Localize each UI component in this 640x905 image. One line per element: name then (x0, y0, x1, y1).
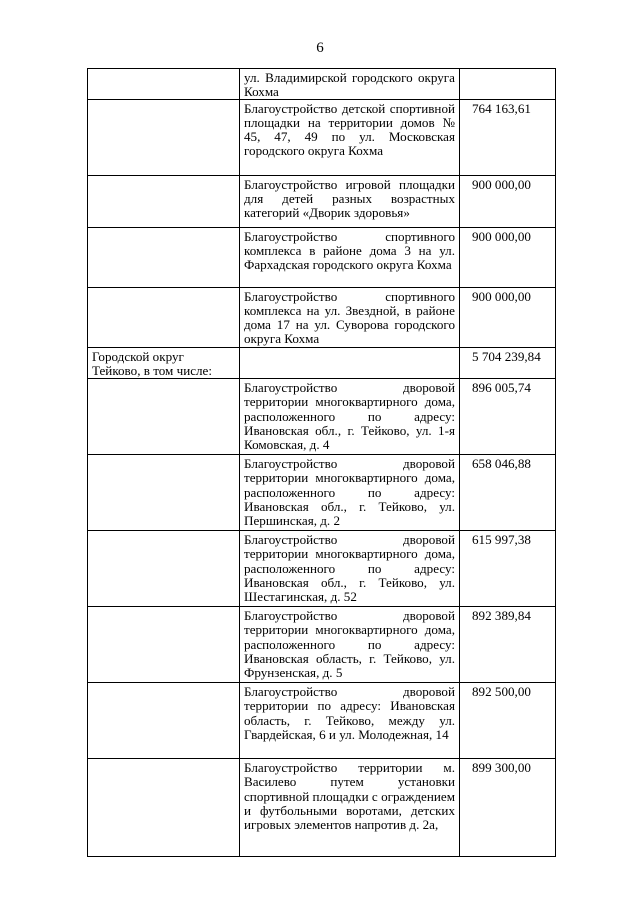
table-row (88, 607, 556, 683)
amount-cell: 896 005,74 (460, 379, 556, 455)
description-cell: Благоустройство спортивного комплекса в районе дома 3 на ул. Фархадская городского округа Кохма (240, 228, 460, 288)
table-row (88, 176, 556, 228)
amount-cell: 615 997,38 (460, 531, 556, 607)
description-cell (240, 348, 460, 379)
description-cell: Благоустройство дворовой территории многоквартирного дома, расположенного по адресу: Ивановская обл., г. Тейково, ул. Шестагинская, д. 52 (240, 531, 460, 607)
table-row (88, 683, 556, 759)
table-row (88, 348, 556, 379)
municipality-cell (88, 683, 240, 759)
amount-cell: 900 000,00 (460, 228, 556, 288)
description-cell: Благоустройство дворовой территории многоквартирного дома, расположенного по адресу: Ивановская обл., г. Тейково, ул. 1-я Комовская, д. 4 (240, 379, 460, 455)
table-row (88, 288, 556, 348)
municipality-cell (88, 288, 240, 348)
municipality-cell (88, 759, 240, 857)
table-row (88, 455, 556, 531)
amount-cell: 900 000,00 (460, 176, 556, 228)
amount-cell: 892 389,84 (460, 607, 556, 683)
municipality-cell (88, 100, 240, 176)
municipality-cell (88, 228, 240, 288)
description-cell: ул. Владимирской городского округа Кохма (240, 69, 460, 100)
amount-cell: 892 500,00 (460, 683, 556, 759)
amount-cell (460, 69, 556, 100)
page-number: 6 (316, 40, 324, 56)
description-cell: Благоустройство территории м. Василево путем установки спортивной площадки с ограждением и футбольными воротами, детских игровых элементов напротив д. 2а, (240, 759, 460, 857)
description-cell: Благоустройство детской спортивной площадки на территории домов № 45, 47, 49 по ул. Московская городского округа Кохма (240, 100, 460, 176)
description-cell: Благоустройство спортивного комплекса на ул. Звездной, в районе дома 17 на ул. Суворова городского округа Кохма (240, 288, 460, 348)
description-cell: Благоустройство дворовой территории многоквартирного дома, расположенного по адресу: Ивановская обл., г. Тейково, ул. Першинская, д. 2 (240, 455, 460, 531)
municipality-cell (88, 607, 240, 683)
amount-cell: 658 046,88 (460, 455, 556, 531)
amount-cell: 764 163,61 (460, 100, 556, 176)
table-row (88, 69, 556, 100)
municipality-cell: Городской округ Тейково, в том числе: (88, 348, 240, 379)
description-cell: Благоустройство игровой площадки для детей разных возрастных категорий «Дворик здоровья» (240, 176, 460, 228)
municipality-cell (88, 379, 240, 455)
municipality-cell (88, 531, 240, 607)
table-row (88, 531, 556, 607)
table-row (88, 759, 556, 857)
amount-cell: 899 300,00 (460, 759, 556, 857)
table-row (88, 228, 556, 288)
municipality-cell (88, 455, 240, 531)
table-row (88, 100, 556, 176)
funding-table (87, 68, 556, 857)
amount-cell: 5 704 239,84 (460, 348, 556, 379)
municipality-cell (88, 176, 240, 228)
amount-cell: 900 000,00 (460, 288, 556, 348)
description-cell: Благоустройство дворовой территории многоквартирного дома, расположенного по адресу: Ивановская область, г. Тейково, ул. Фрунзенская, д. 5 (240, 607, 460, 683)
municipality-cell (88, 69, 240, 100)
description-cell: Благоустройство дворовой территории по адресу: Ивановская область, г. Тейково, между ул. Гвардейская, 6 и ул. Молодежная, 14 (240, 683, 460, 759)
table-row (88, 379, 556, 455)
